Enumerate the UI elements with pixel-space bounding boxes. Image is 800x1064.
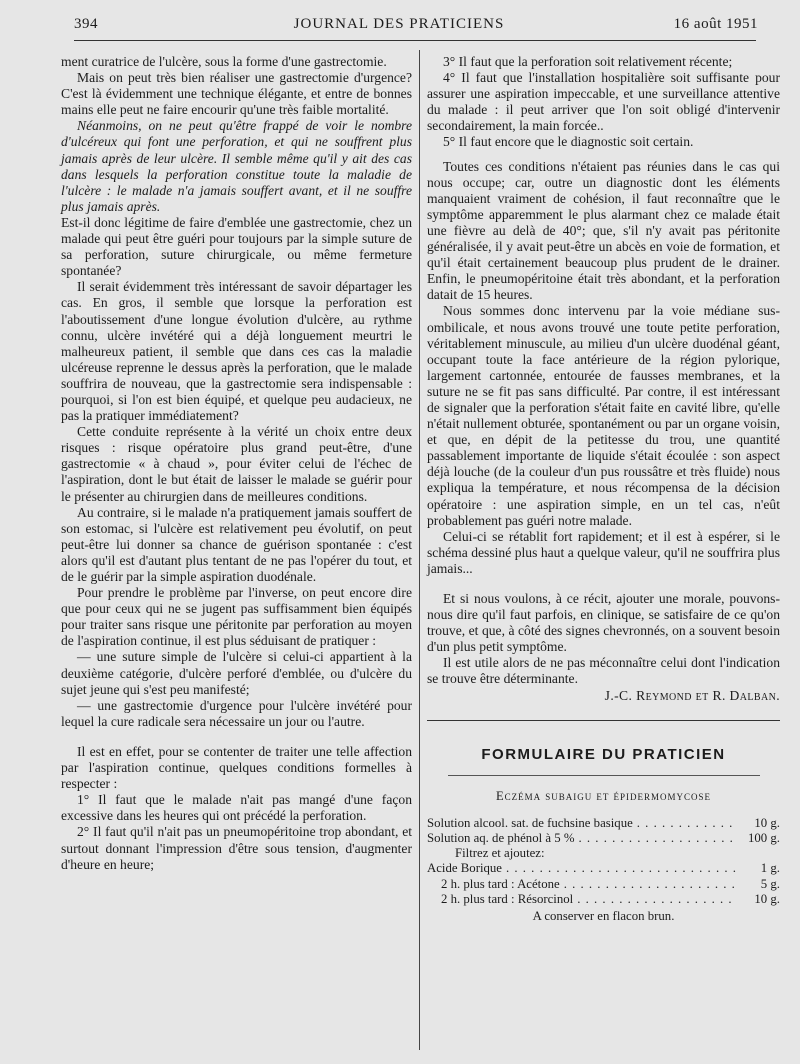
paragraph: Nous sommes donc intervenu par la voie médiane sus-ombilicale, et nous avons trouvé une toute petite perforation, véritablement minuscule, au milieu d'un ulcère duodénal géant, occupant toute la face antérieure de la région pylorique, largement cartonnée, entourée de fausses membranes, et la suture ne se fit pas sans difficulté. Par contre, il est intéressant de signaler que la perforation s'était faite en cavité libre, qu'elle n'était nullement obturée, spontanément ou par un organe voisin, et que, en dépit de la petitesse du trou, une quantité passablement importante de liquide s'était écoulée : son aspect déjà louche (de la couleur d'un pus roussâtre et très fluide) nous expliqua la température, et nous récompensa de la décision opératoire : une aspiration simple, en un tel cas, n'eût probablement pas guéri notre malade.: [427, 303, 780, 528]
paragraph: Et si nous voulons, à ce récit, ajouter une morale, pouvons-nous dire qu'il faut parfois, en clinique, se satisfaire de ce qu'on trouve, et que, à côté des signes chevronnés, on a souvent besoin d'un plus petit symptôme.: [427, 591, 780, 655]
list-item: 5° Il faut encore que le diagnostic soit certain.: [443, 134, 694, 150]
recipe-item: [427, 877, 780, 892]
paragraph: Est-il donc légitime de faire d'emblée une gastrectomie, chez un malade qui peut être guéri pour toujours par la simple suture de sa perforation, suture chirurgicale, ou même fermeture spontanée?: [61, 214, 412, 279]
recipe-footer: A conserver en flacon brun.: [532, 909, 675, 924]
recipe-subheading: Filtrez et ajoutez:: [455, 846, 545, 861]
column-divider: [419, 50, 420, 1050]
right-column: [427, 54, 780, 924]
journal-title: JOURNAL DES PRATICIENS: [293, 16, 505, 32]
formulaire-title: FORMULAIRE DU PRATICIEN: [481, 745, 726, 763]
paragraph: Celui-ci se rétablit fort rapidement; et il est à espérer, si le schéma dessiné plus haut a quelque valeur, qu'il ne souffrira plus jamais...: [427, 528, 780, 576]
paragraph: Néanmoins, on ne peut qu'être frappé de voir le nombre d'ulcéreux qui font une perforation, et qui ne souffrent plus jamais après de leur ulcère. Il semble même qu'il y ait des cas dans lesquels la perforation constitue toute la maladie de l'ulcère : le malade n'a jamais souffert avant, et il ne souffre plus jamais après.: [61, 118, 412, 214]
dot-leader: [506, 861, 736, 876]
issue-date: 16 août 1951: [673, 16, 758, 32]
ingredient-qty: 1 g.: [760, 861, 780, 876]
paragraph: Cette conduite représente à la vérité un choix entre deux risques : risque opératoire plus grand peut-être, d'une gastrectomie « à chaud », pour éviter celui de l'échec de l'aspiration, dont le but était de laisser le malade se guérir pour le présenter au chirurgien dans de meilleures conditions.: [61, 424, 412, 504]
header-rule: [74, 40, 756, 41]
ingredient-name: 2 h. plus tard : Résorcinol: [441, 891, 574, 906]
list-item: 3° Il faut que la perforation soit relativement récente;: [443, 54, 733, 69]
ingredient-name: Solution alcool. sat. de fuchsine basique: [427, 815, 633, 830]
ingredient-name: Acide Borique: [427, 861, 502, 876]
formulaire-subtitle: Eczéma subaigu et épidermomycose: [495, 788, 712, 803]
list-item: — une gastrectomie d'urgence pour l'ulcère invétéré pour lequel la cure radicale sera nécessaire un jour ou l'autre.: [61, 697, 412, 729]
page-header: [40, 12, 758, 38]
dot-leader: [579, 831, 737, 846]
page-number: 394: [74, 16, 98, 32]
ingredient-qty: 5 g.: [760, 876, 780, 891]
section-rule: [427, 720, 780, 721]
paragraph: Toutes ces conditions n'étaient pas réunies dans le cas qui nous occupe; car, outre un diagnostic dont les éléments manquaient vraiment de cohésion, il faut reconnaître que le symptôme apparemment le plus alarmant chez ce malade était une fièvre au delà de 40°; que, s'il n'y avait pas péritonite généralisée, il y avait peut-être un abcès en voie de formation, et qu'il était certainement beaucoup plus prudent de le drainer. Enfin, le pneumopéritoine était très abondant, et la perforation datait de 15 heures.: [427, 158, 780, 303]
ingredient-qty: 10 g.: [754, 891, 780, 906]
dot-leader: [564, 877, 736, 892]
ingredient-name: Solution aq. de phénol à 5 %: [427, 831, 575, 846]
ingredient-qty: 100 g.: [748, 831, 780, 846]
paragraph: Mais on peut très bien réaliser une gastrectomie d'urgence? C'est là évidemment une technique élégante, et entre de bonnes mains elle peut ne faire encourir qu'une très faible mortalité.: [61, 70, 412, 118]
paragraph: Il est utile alors de ne pas méconnaître celui dont l'indication se trouve être déterminante.: [427, 655, 780, 687]
left-column: [61, 54, 412, 873]
paragraph: ment curatrice de l'ulcère, sous la forme d'une gastrectomie.: [61, 54, 387, 69]
recipe-item: [427, 816, 780, 831]
list-item: — une suture simple de l'ulcère si celui-ci appartient à la deuxième catégorie, d'ulcère perforé d'emblée, ou d'ulcère du sujet jeune qui s'est peu manifesté;: [61, 649, 412, 697]
list-item: 4° Il faut que l'installation hospitalière soit suffisante pour assurer une aspiration impeccable, et une surveillance attentive du malade : il peut arriver que l'on soit obligé d'intervenir secondairement, la main forcée..: [427, 70, 780, 134]
formulaire-rule: [448, 775, 760, 776]
ingredient-qty: 10 g.: [754, 815, 780, 830]
list-item: 1° Il faut que le malade n'ait pas mangé d'une façon excessive dans les heures qui ont précédé la perforation.: [61, 792, 412, 824]
recipe-item: [427, 892, 780, 907]
paragraph: Pour prendre le problème par l'inverse, on peut encore dire que pour ceux qui ne se jugent pas suffisamment bien équipés pour traiter sans risque une péritonite par perforation au moyen de l'aspiration continue, il est plus séduisant de pratiquer :: [61, 585, 412, 649]
paragraph: Au contraire, si le malade n'a pratiquement jamais souffert de son estomac, si l'ulcère est relativement peu évolutif, on peut peut-être lui donner sa chance de guérison spontanée : c'est alors qu'il est d'autant plus tentant de ne pas l'opérer du tout, et de le guérir par la simple aspiration duodénale.: [61, 504, 412, 584]
dot-leader: [637, 816, 736, 831]
ingredient-name: 2 h. plus tard : Acétone: [441, 876, 560, 891]
paragraph: Il est en effet, pour se contenter de traiter une telle affection par l'aspiration continue, quelques conditions formelles à respecter :: [61, 743, 412, 792]
recipe-item: [427, 861, 780, 876]
author-signature: J.-C. Reymond et R. Dalban.: [604, 687, 780, 703]
list-item: 2° Il faut qu'il n'ait pas un pneumopéritoine trop abondant, et surtout donnant l'impression d'être sous tension, d'augmenter d'heure en heure;: [61, 824, 412, 872]
paragraph: Il serait évidemment très intéressant de savoir départager les cas. En gros, il semble que lorsque la perforation est l'aboutissement d'une longue évolution d'ulcère, au rythme connu, ulcère invétéré qui a déjà longuement meurtri le malheureux patient, il semble que dans ces cas la maladie ulcéreuse reprenne le dessus après la perforation, que le malade souffrira de nouveau, que la gastrectomie sera indispensable : pourquoi, si l'on est bien équipé, et quelque peu audacieux, ne pas la pratiquer immédiatement?: [61, 279, 412, 424]
recipe-item: [427, 831, 780, 846]
recipe: [427, 816, 780, 924]
dot-leader: [577, 892, 736, 907]
